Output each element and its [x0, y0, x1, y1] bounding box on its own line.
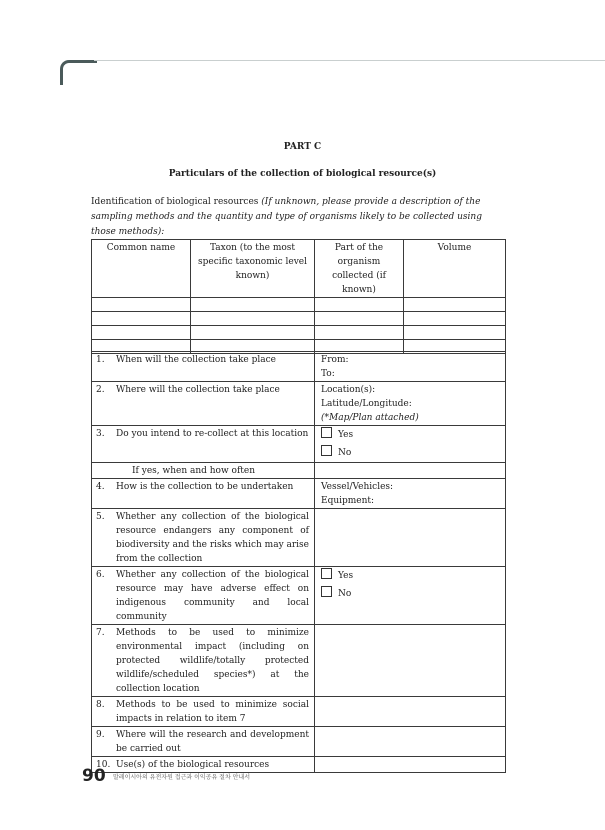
table-cell[interactable] [191, 312, 315, 326]
option-yes[interactable] [321, 427, 501, 445]
table-cell[interactable] [191, 326, 315, 340]
option-label: No [338, 589, 352, 599]
table-cell[interactable] [92, 312, 191, 326]
question-row-9 [92, 727, 506, 757]
answer-label-map-note: (*Map/Plan attached) [321, 413, 419, 423]
option-label: No [338, 448, 352, 458]
question-number: 7. [96, 628, 105, 638]
checkbox-no[interactable] [321, 586, 332, 597]
question-text: Where will the research and development be carried out [116, 730, 309, 754]
header-common-name: Common name [92, 240, 191, 298]
answer-uses[interactable] [315, 757, 506, 773]
option-label: Yes [338, 430, 354, 440]
table-cell[interactable] [404, 298, 506, 312]
table-row [92, 298, 506, 312]
checkbox-no[interactable] [321, 445, 332, 456]
question-number: 9. [96, 730, 105, 740]
table-cell[interactable] [191, 298, 315, 312]
table-row [92, 326, 506, 340]
header-volume: Volume [404, 240, 506, 298]
question-number: 5. [96, 512, 105, 522]
question-row-8 [92, 697, 506, 727]
question-number: 10. [96, 760, 111, 770]
answer-label-locations: Location(s): [321, 385, 376, 395]
question-text: Whether any collection of the biological resource may have adverse effect on indigenous community and local community [116, 570, 309, 622]
checkbox-yes[interactable] [321, 568, 332, 579]
question-number: 1. [96, 355, 105, 365]
answer-collection-time[interactable] [315, 352, 506, 382]
table-cell[interactable] [404, 326, 506, 340]
table-cell[interactable] [404, 312, 506, 326]
part-title: PART C [283, 142, 322, 152]
option-no[interactable] [321, 445, 501, 460]
header-rule [94, 60, 605, 61]
question-row-6 [92, 567, 506, 625]
answer-environmental-impact[interactable] [315, 625, 506, 697]
question-row-7 [92, 625, 506, 697]
answer-label-latlong: Latitude/Longitude: [321, 399, 412, 409]
option-no[interactable] [321, 586, 501, 601]
question-text: Methods to be used to minimize environmental impact (including on protected wildlife/totally protected wildlife/scheduled species*) at the collection location [116, 628, 309, 694]
question-number: 3. [96, 429, 105, 439]
resource-table [91, 239, 506, 354]
question-text: Whether any collection of the biological resource endangers any component of biodiversity and the risks which may arise from the collection [116, 512, 309, 564]
header-taxon: Taxon (to the most specific taxonomic level known) [191, 240, 315, 298]
resource-table-header [92, 240, 506, 298]
question-row-3a [92, 463, 506, 479]
question-row-4 [92, 479, 506, 509]
answer-label-equipment: Equipment: [321, 496, 375, 506]
question-row-10 [92, 757, 506, 773]
table-cell[interactable] [92, 298, 191, 312]
checkbox-yes[interactable] [321, 427, 332, 438]
question-number: 2. [96, 385, 105, 395]
question-number: 8. [96, 700, 105, 710]
answer-collection-location[interactable] [315, 382, 506, 426]
footer-title: 말레이시아의 유전자원 접근과 이익공유 절차 안내서 [113, 774, 251, 781]
section-subtitle: Particulars of the collection of biological resource(s) [168, 169, 437, 179]
answer-label-vessel: Vessel/Vehicles: [321, 482, 394, 492]
question-text: When will the collection take place [116, 355, 276, 365]
question-row-3 [92, 426, 506, 463]
option-yes[interactable] [321, 568, 501, 586]
question-text: If yes, when and how often [132, 466, 256, 476]
table-row [92, 312, 506, 326]
question-row-5 [92, 509, 506, 567]
option-label: Yes [338, 571, 354, 581]
question-row-2 [92, 382, 506, 426]
question-row-1 [92, 352, 506, 382]
answer-biodiversity-risk[interactable] [315, 509, 506, 567]
answer-recollect-frequency[interactable] [315, 463, 506, 479]
intro-lead: Identification of biological resources [91, 197, 259, 207]
answer-social-impact[interactable] [315, 697, 506, 727]
header-part-of-organism: Part of the organism collected (if known) [315, 240, 404, 298]
question-table [91, 351, 506, 773]
question-text: Methods to be used to minimize social impacts in relation to item 7 [116, 700, 309, 724]
answer-collection-method[interactable] [315, 479, 506, 509]
question-text: Use(s) of the biological resources [116, 760, 270, 770]
answer-label-from: From: [321, 355, 349, 365]
question-number: 6. [96, 570, 105, 580]
intro-italic: (If unknown, please provide a description of the sampling methods and the quantity and type of organisms likely to be collected using those methods): [91, 197, 482, 237]
table-cell[interactable] [315, 312, 404, 326]
table-cell[interactable] [315, 298, 404, 312]
question-text: How is the collection to be undertaken [116, 482, 294, 492]
table-cell[interactable] [315, 326, 404, 340]
question-text: Do you intend to re-collect at this location [116, 429, 309, 439]
question-number: 4. [96, 482, 105, 492]
answer-label-to: To: [321, 369, 335, 379]
corner-decoration [60, 60, 97, 85]
page-number: 90 [82, 766, 106, 786]
intro-paragraph [91, 195, 507, 240]
answer-research-location[interactable] [315, 727, 506, 757]
question-text: Where will the collection take place [116, 385, 280, 395]
table-cell[interactable] [92, 326, 191, 340]
